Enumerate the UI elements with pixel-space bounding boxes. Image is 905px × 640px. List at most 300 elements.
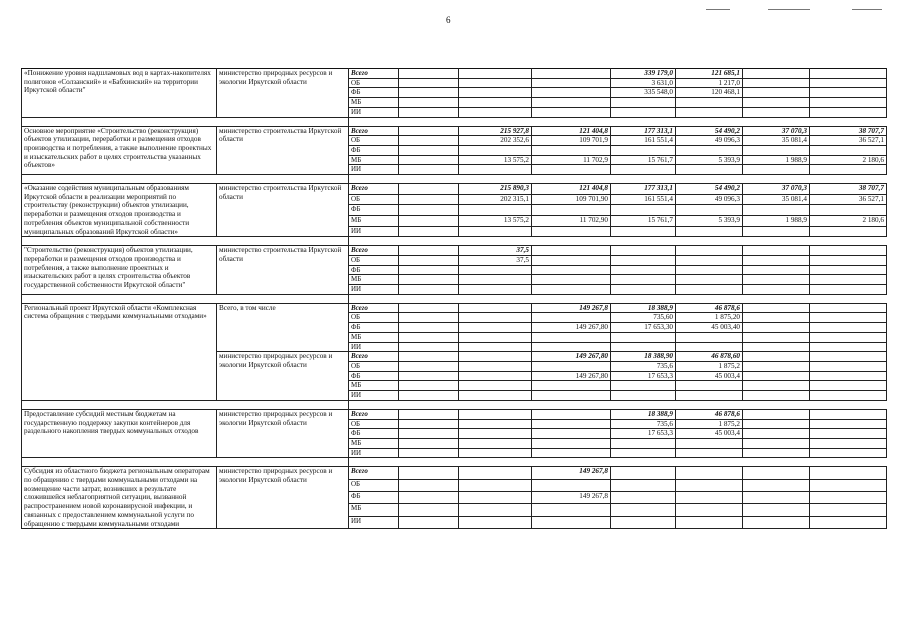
measure-description: "Строительство (реконструкция) объектов утилизации, переработки и размещения отходов производства и потребления, а также выполнение проектных и изыскательских работ в целях строительства объектов государственной собственности Иркутской области"	[22, 246, 217, 295]
value-cell	[611, 255, 676, 265]
value-cell: 149 267,80	[532, 323, 611, 333]
scan-artifact-line	[768, 9, 810, 10]
value-cell	[459, 342, 532, 352]
empty-cell	[399, 88, 459, 98]
empty-cell	[399, 98, 459, 108]
value-cell	[743, 448, 810, 458]
table-row	[22, 69, 887, 79]
value-cell	[676, 205, 743, 216]
spacer-cell	[349, 294, 887, 303]
value-cell	[743, 323, 810, 333]
value-cell	[532, 255, 611, 265]
value-cell	[810, 419, 887, 429]
value-cell	[676, 145, 743, 155]
source-cell: Всего	[349, 126, 399, 136]
value-cell: 121 404,8	[532, 184, 611, 195]
value-cell: 17 653,30	[611, 323, 676, 333]
value-cell	[743, 69, 810, 79]
value-cell	[459, 516, 532, 528]
spacer-cell	[22, 117, 217, 126]
value-cell	[611, 145, 676, 155]
value-cell: 1 875,20	[676, 313, 743, 323]
value-cell	[810, 479, 887, 491]
value-cell: 177 313,1	[611, 126, 676, 136]
value-cell	[810, 69, 887, 79]
source-cell: Всего	[349, 184, 399, 195]
value-cell	[676, 492, 743, 504]
value-cell	[532, 504, 611, 516]
value-cell	[743, 381, 810, 391]
value-cell	[743, 516, 810, 528]
source-cell: ИИ	[349, 165, 399, 175]
value-cell: 161 551,4	[611, 136, 676, 146]
value-cell	[676, 285, 743, 295]
value-cell: 335 548,0	[611, 88, 676, 98]
value-cell	[810, 516, 887, 528]
value-cell	[743, 391, 810, 401]
value-cell	[743, 429, 810, 439]
value-cell	[743, 275, 810, 285]
value-cell	[611, 448, 676, 458]
value-cell	[459, 448, 532, 458]
scan-artifact-line	[852, 9, 882, 10]
spacer-row	[22, 400, 887, 409]
empty-cell	[399, 332, 459, 342]
value-cell	[459, 69, 532, 79]
value-cell	[676, 255, 743, 265]
value-cell	[459, 88, 532, 98]
value-cell: 37 070,3	[743, 126, 810, 136]
value-cell: 149 267,80	[532, 371, 611, 381]
value-cell	[532, 165, 611, 175]
source-cell: ОБ	[349, 194, 399, 205]
value-cell	[459, 226, 532, 237]
value-cell	[810, 145, 887, 155]
value-cell	[743, 352, 810, 362]
value-cell: 18 388,9	[611, 409, 676, 419]
source-cell: ФБ	[349, 205, 399, 216]
value-cell	[459, 352, 532, 362]
value-cell	[611, 246, 676, 256]
source-cell: ФБ	[349, 323, 399, 333]
value-cell: 13 575,2	[459, 215, 532, 226]
source-cell: Всего	[349, 246, 399, 256]
value-cell	[459, 381, 532, 391]
value-cell	[532, 448, 611, 458]
value-cell	[532, 313, 611, 323]
value-cell	[810, 88, 887, 98]
value-cell	[459, 265, 532, 275]
value-cell: 1 988,9	[743, 215, 810, 226]
value-cell	[532, 275, 611, 285]
value-cell	[743, 313, 810, 323]
empty-cell	[399, 78, 459, 88]
value-cell	[532, 88, 611, 98]
value-cell	[676, 467, 743, 479]
source-cell: ОБ	[349, 313, 399, 323]
value-cell	[810, 98, 887, 108]
empty-cell	[399, 275, 459, 285]
page-number: 6	[446, 15, 451, 25]
value-cell	[532, 409, 611, 419]
scan-artifact-line	[706, 9, 730, 10]
empty-cell	[399, 504, 459, 516]
value-cell	[676, 438, 743, 448]
value-cell	[532, 145, 611, 155]
value-cell	[611, 265, 676, 275]
value-cell	[810, 429, 887, 439]
value-cell: 54 490,2	[676, 184, 743, 195]
value-cell: 215 927,8	[459, 126, 532, 136]
value-cell: 2 180,6	[810, 215, 887, 226]
table-row	[22, 246, 887, 256]
value-cell	[810, 165, 887, 175]
value-cell	[810, 409, 887, 419]
empty-cell	[399, 136, 459, 146]
value-cell	[810, 342, 887, 352]
empty-cell	[399, 381, 459, 391]
value-cell: 45 003,40	[676, 323, 743, 333]
value-cell	[459, 419, 532, 429]
value-cell	[810, 438, 887, 448]
empty-cell	[399, 255, 459, 265]
value-cell	[532, 285, 611, 295]
value-cell: 37 070,3	[743, 184, 810, 195]
source-cell: Всего	[349, 69, 399, 79]
value-cell	[676, 332, 743, 342]
empty-cell	[399, 479, 459, 491]
value-cell: 17 653,3	[611, 429, 676, 439]
value-cell	[532, 342, 611, 352]
value-cell	[810, 205, 887, 216]
value-cell: 11 702,9	[532, 155, 611, 165]
value-cell	[459, 78, 532, 88]
value-cell	[676, 265, 743, 275]
empty-cell	[399, 342, 459, 352]
empty-cell	[399, 419, 459, 429]
value-cell	[810, 275, 887, 285]
executor-cell: министерство природных ресурсов и экологии Иркутской области	[217, 409, 349, 458]
value-cell	[532, 419, 611, 429]
spacer-cell	[22, 458, 217, 467]
value-cell	[532, 361, 611, 371]
source-cell: ФБ	[349, 145, 399, 155]
spacer-row	[22, 237, 887, 246]
spacer-cell	[349, 458, 887, 467]
value-cell	[459, 107, 532, 117]
source-cell: МБ	[349, 438, 399, 448]
value-cell: 339 179,0	[611, 69, 676, 79]
value-cell	[611, 342, 676, 352]
value-cell	[532, 78, 611, 88]
empty-cell	[399, 69, 459, 79]
executor-cell: министерство строительства Иркутской области	[217, 246, 349, 295]
executor-cell: министерство природных ресурсов и экологии Иркутской области	[217, 352, 349, 401]
budget-table-body	[22, 69, 887, 529]
value-cell	[459, 409, 532, 419]
value-cell	[676, 391, 743, 401]
value-cell	[611, 467, 676, 479]
spacer-cell	[217, 237, 349, 246]
empty-cell	[399, 126, 459, 136]
value-cell	[611, 479, 676, 491]
value-cell	[532, 246, 611, 256]
value-cell: 15 761,7	[611, 155, 676, 165]
source-cell: МБ	[349, 504, 399, 516]
value-cell	[676, 165, 743, 175]
executor-cell: министерство природных ресурсов и экологии Иркутской области	[217, 467, 349, 529]
value-cell	[459, 479, 532, 491]
source-cell: Всего	[349, 409, 399, 419]
value-cell	[676, 226, 743, 237]
value-cell	[459, 313, 532, 323]
value-cell	[459, 492, 532, 504]
value-cell	[810, 352, 887, 362]
measure-description: Предоставление субсидий местным бюджетам на государственную поддержку закупки контейнеров для раздельного накопления твердых коммунальных отходов	[22, 409, 217, 458]
value-cell	[810, 467, 887, 479]
value-cell	[532, 438, 611, 448]
source-cell: ФБ	[349, 429, 399, 439]
spacer-cell	[349, 237, 887, 246]
value-cell	[459, 332, 532, 342]
source-cell: ФБ	[349, 265, 399, 275]
value-cell: 49 096,3	[676, 136, 743, 146]
value-cell	[810, 313, 887, 323]
spacer-cell	[349, 175, 887, 184]
empty-cell	[399, 205, 459, 216]
spacer-row	[22, 175, 887, 184]
value-cell: 121 404,8	[532, 126, 611, 136]
value-cell: 46 878,6	[676, 303, 743, 313]
value-cell: 735,60	[611, 313, 676, 323]
value-cell	[532, 69, 611, 79]
value-cell	[459, 205, 532, 216]
value-cell	[611, 516, 676, 528]
spacer-cell	[349, 400, 887, 409]
table-row	[22, 409, 887, 419]
value-cell: 215 890,3	[459, 184, 532, 195]
value-cell	[743, 409, 810, 419]
value-cell	[611, 504, 676, 516]
source-cell: ОБ	[349, 136, 399, 146]
source-cell: ИИ	[349, 516, 399, 528]
table-row	[22, 303, 887, 313]
value-cell: 37,5	[459, 255, 532, 265]
value-cell	[743, 78, 810, 88]
value-cell	[810, 371, 887, 381]
value-cell	[810, 323, 887, 333]
value-cell	[810, 255, 887, 265]
value-cell	[532, 226, 611, 237]
value-cell	[743, 165, 810, 175]
source-cell: МБ	[349, 332, 399, 342]
value-cell	[743, 419, 810, 429]
empty-cell	[399, 448, 459, 458]
value-cell	[676, 275, 743, 285]
empty-cell	[399, 371, 459, 381]
value-cell	[459, 438, 532, 448]
value-cell	[676, 504, 743, 516]
value-cell	[810, 391, 887, 401]
source-cell: МБ	[349, 155, 399, 165]
spacer-row	[22, 458, 887, 467]
value-cell	[676, 246, 743, 256]
value-cell	[532, 516, 611, 528]
value-cell: 3 631,0	[611, 78, 676, 88]
value-cell	[743, 255, 810, 265]
value-cell: 177 313,1	[611, 184, 676, 195]
value-cell	[810, 448, 887, 458]
value-cell	[611, 275, 676, 285]
value-cell: 15 761,7	[611, 215, 676, 226]
empty-cell	[399, 145, 459, 155]
empty-cell	[399, 194, 459, 205]
measure-description: Субсидия из областного бюджета региональным операторам по обращению с твердыми коммунальными отходами на возмещение части затрат, возникших в результате сложившейся неблагоприятной ситуации, вызванной распространением новой коронавирусной инфекции, и связанных с предоставлением коммунальной услуги по обращению с твердыми коммунальными отходами	[22, 467, 217, 529]
empty-cell	[399, 303, 459, 313]
value-cell: 35 081,4	[743, 136, 810, 146]
empty-cell	[399, 226, 459, 237]
source-cell: ФБ	[349, 492, 399, 504]
source-cell: ОБ	[349, 479, 399, 491]
value-cell: 120 468,1	[676, 88, 743, 98]
value-cell	[459, 371, 532, 381]
value-cell	[611, 98, 676, 108]
value-cell	[611, 205, 676, 216]
empty-cell	[399, 165, 459, 175]
empty-cell	[399, 492, 459, 504]
source-cell: МБ	[349, 215, 399, 226]
spacer-cell	[349, 117, 887, 126]
value-cell: 202 352,6	[459, 136, 532, 146]
value-cell	[810, 361, 887, 371]
spacer-cell	[217, 400, 349, 409]
measure-description: Региональный проект Иркутской области «Комплексная система обращения с твердыми коммунальными отходами»	[22, 303, 217, 400]
value-cell	[743, 438, 810, 448]
value-cell: 36 527,1	[810, 194, 887, 205]
value-cell	[459, 303, 532, 313]
value-cell	[676, 107, 743, 117]
value-cell	[611, 107, 676, 117]
spacer-cell	[217, 117, 349, 126]
value-cell	[532, 98, 611, 108]
value-cell: 46 878,60	[676, 352, 743, 362]
value-cell: 18 388,90	[611, 352, 676, 362]
value-cell	[611, 492, 676, 504]
source-cell: ИИ	[349, 448, 399, 458]
value-cell	[743, 205, 810, 216]
value-cell: 46 878,6	[676, 409, 743, 419]
value-cell	[810, 226, 887, 237]
value-cell: 735,6	[611, 419, 676, 429]
value-cell	[743, 98, 810, 108]
value-cell	[810, 492, 887, 504]
value-cell	[743, 107, 810, 117]
value-cell	[459, 429, 532, 439]
value-cell: 1 875,2	[676, 361, 743, 371]
value-cell	[611, 226, 676, 237]
value-cell	[810, 107, 887, 117]
value-cell	[743, 504, 810, 516]
spacer-cell	[22, 294, 217, 303]
value-cell	[532, 381, 611, 391]
budget-table	[21, 68, 887, 529]
value-cell: 1 875,2	[676, 419, 743, 429]
source-cell: ОБ	[349, 78, 399, 88]
executor-cell: Всего, в том числе	[217, 303, 349, 352]
value-cell	[532, 332, 611, 342]
value-cell	[611, 332, 676, 342]
value-cell	[743, 342, 810, 352]
source-cell: ИИ	[349, 391, 399, 401]
empty-cell	[399, 438, 459, 448]
value-cell	[810, 265, 887, 275]
value-cell	[459, 98, 532, 108]
value-cell	[676, 381, 743, 391]
value-cell	[810, 78, 887, 88]
source-cell: ИИ	[349, 226, 399, 237]
source-cell: МБ	[349, 275, 399, 285]
value-cell	[743, 246, 810, 256]
spacer-cell	[217, 294, 349, 303]
value-cell	[459, 285, 532, 295]
empty-cell	[399, 467, 459, 479]
value-cell	[459, 323, 532, 333]
value-cell	[676, 516, 743, 528]
value-cell: 735,6	[611, 361, 676, 371]
value-cell	[743, 145, 810, 155]
empty-cell	[399, 313, 459, 323]
empty-cell	[399, 265, 459, 275]
measure-description: Основное мероприятие «Строительство (реконструкция) объектов утилизации, переработки и размещения отходов производства и потребления, а также выполнение проектных и изыскательских работ в целях строительства указанных объектов»	[22, 126, 217, 175]
empty-cell	[399, 215, 459, 226]
source-cell: МБ	[349, 98, 399, 108]
value-cell: 36 527,1	[810, 136, 887, 146]
value-cell	[459, 504, 532, 516]
value-cell	[743, 303, 810, 313]
value-cell	[611, 438, 676, 448]
table-row	[22, 467, 887, 479]
measure-description: «Оказание содействия муниципальным образованиям Иркутской области в реализации мероприятий по строительству (реконструкции) объектов утилизации, переработки и размещения отходов производства и потребления объектов муниципальной собственности муниципальных образований Иркутской области»	[22, 184, 217, 237]
value-cell: 37,5	[459, 246, 532, 256]
value-cell	[743, 361, 810, 371]
value-cell	[743, 467, 810, 479]
value-cell: 11 702,90	[532, 215, 611, 226]
value-cell	[810, 285, 887, 295]
value-cell	[676, 98, 743, 108]
empty-cell	[399, 361, 459, 371]
value-cell	[532, 391, 611, 401]
value-cell: 17 653,3	[611, 371, 676, 381]
value-cell: 149 267,8	[532, 303, 611, 313]
empty-cell	[399, 409, 459, 419]
value-cell	[810, 504, 887, 516]
value-cell: 45 003,4	[676, 429, 743, 439]
value-cell: 121 685,1	[676, 69, 743, 79]
value-cell	[743, 226, 810, 237]
source-cell: ОБ	[349, 419, 399, 429]
source-cell: ФБ	[349, 371, 399, 381]
value-cell: 202 315,1	[459, 194, 532, 205]
source-cell: ИИ	[349, 107, 399, 117]
value-cell: 1 217,0	[676, 78, 743, 88]
empty-cell	[399, 107, 459, 117]
value-cell	[810, 381, 887, 391]
value-cell	[676, 448, 743, 458]
value-cell	[743, 371, 810, 381]
executor-cell: министерство строительства Иркутской области	[217, 184, 349, 237]
source-cell: Всего	[349, 352, 399, 362]
source-cell: ИИ	[349, 285, 399, 295]
